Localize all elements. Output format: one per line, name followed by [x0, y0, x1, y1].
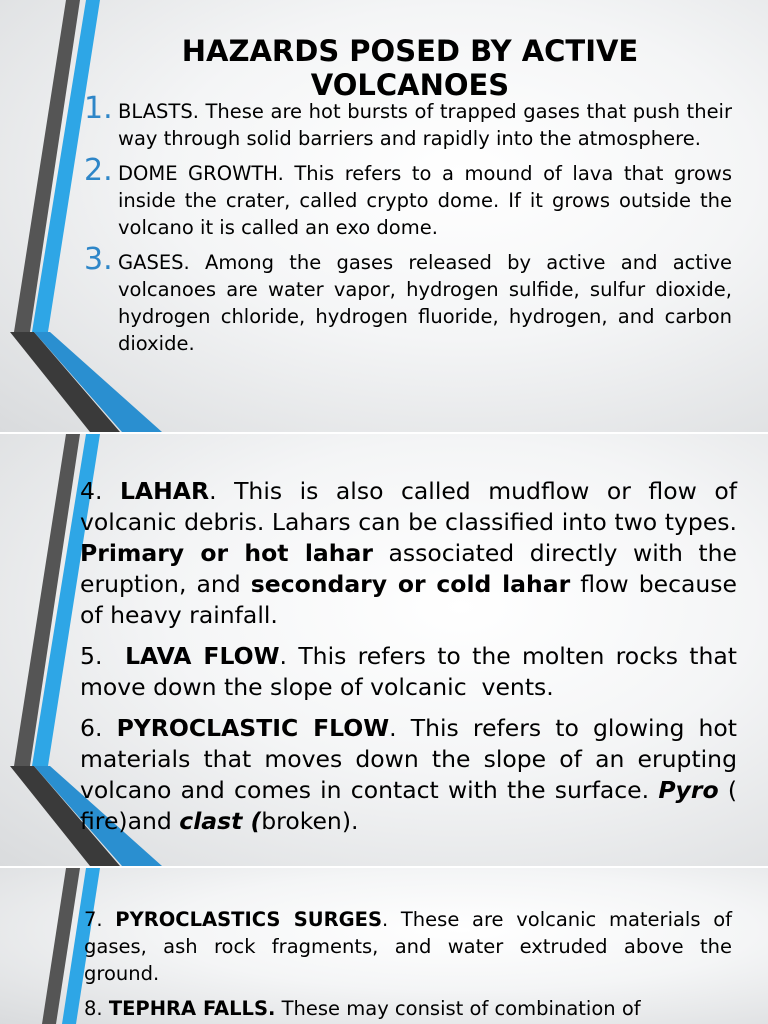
- hazard-pyroclastic-surges: 7. PYROCLASTICS SURGES. These are volcanic materials of gases, ash rock fragments, and water extruded above the ground.: [84, 908, 732, 985]
- list-item: [84, 242, 732, 357]
- slide-2: [0, 434, 768, 866]
- hazard-list-continued: [84, 906, 732, 1024]
- list-number: 1.: [84, 91, 113, 126]
- slide-title: HAZARDS POSED BY ACTIVE VOLCANOES: [181, 34, 639, 102]
- hazard-list: [84, 91, 732, 365]
- list-item: [84, 153, 732, 241]
- list-item-text: GASES. Among the gases released by active and active volcanoes are water vapor, hydrogen sulfide, sulfur dioxide, hydrogen chloride, hydrogen fluoride, hydrogen, and carbon dioxide.: [118, 251, 732, 355]
- list-item-text: DOME GROWTH. This refers to a mound of lava that grows inside the crater, called crypto dome. If it grows outside the volcano it is called an exo dome.: [118, 162, 732, 239]
- hazard-lava-flow: 5. LAVA FLOW. This refers to the molten rocks that move down the slope of volcanic vents.: [80, 642, 745, 701]
- list-number: 3.: [84, 242, 113, 277]
- list-number: 2.: [84, 153, 113, 188]
- hazard-pyroclastic-flow: 6. PYROCLASTIC FLOW. This refers to glowing hot materials that moves down the slope of an erupting volcano and comes in contact with the surface. Pyro ( fire)and clast (broken).: [80, 714, 738, 835]
- hazard-list-continued: [80, 476, 745, 847]
- hazard-lahar: 4. LAHAR. This is also called mudflow or flow of volcanic debris. Lahars can be classified into two types. Primary or hot lahar associated directly with the eruption, and secondary or cold lahar flow because of heavy rainfall.: [80, 477, 738, 629]
- list-item-text: BLASTS. These are hot bursts of trapped gases that push their way through solid barriers and rapidly into the atmosphere.: [118, 100, 732, 150]
- slide-3: [0, 868, 768, 1024]
- list-item: [84, 91, 732, 152]
- hazard-tephra-falls: 8. TEPHRA FALLS. These may consist of combination of: [84, 997, 641, 1020]
- slide-1: [0, 0, 768, 432]
